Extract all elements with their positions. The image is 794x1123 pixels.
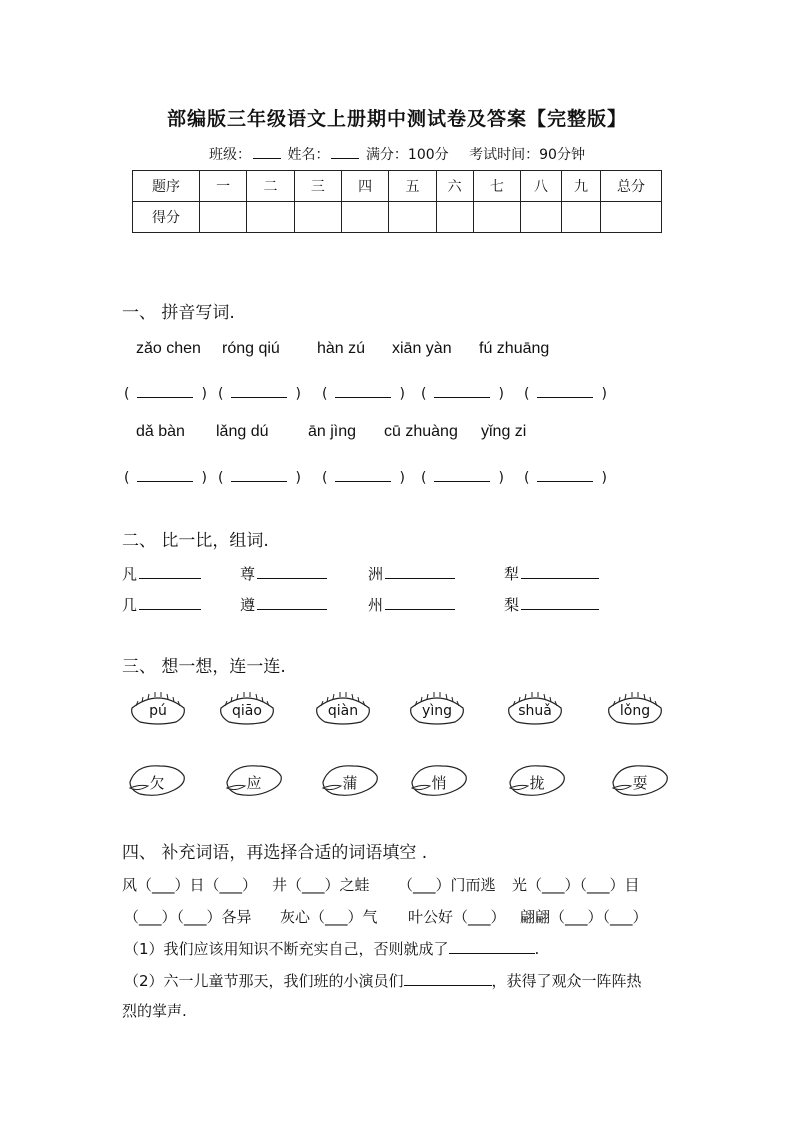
score-input-cell[interactable] bbox=[562, 202, 601, 233]
compare-char: 几 bbox=[122, 596, 138, 614]
score-input-cell[interactable] bbox=[521, 202, 562, 233]
answer-parens[interactable]: ( ) bbox=[124, 386, 207, 402]
answer-parens[interactable]: ( ) bbox=[524, 470, 607, 486]
section1-title: 一、 拼音写词. bbox=[122, 303, 235, 323]
question-2-text: （2）六一儿童节那天，我们班的小演员们 bbox=[124, 972, 404, 990]
answer-parens[interactable]: ( ) bbox=[421, 386, 504, 402]
compare-char: 洲 bbox=[368, 565, 384, 583]
compare-item[interactable] bbox=[368, 594, 455, 615]
score-cell: 题序 bbox=[133, 171, 200, 202]
score-cell: 六 bbox=[436, 171, 473, 202]
compare-char: 凡 bbox=[122, 565, 138, 583]
question-2 bbox=[124, 970, 684, 991]
leaf-shape[interactable] bbox=[319, 762, 381, 800]
score-cell: 四 bbox=[341, 171, 388, 202]
idiom-item[interactable]: 翩翩（___）（___） bbox=[520, 908, 648, 926]
leaf-char: 应 bbox=[246, 774, 262, 792]
class-blank[interactable] bbox=[253, 158, 281, 159]
compare-item[interactable] bbox=[122, 594, 201, 615]
score-input-cell[interactable] bbox=[436, 202, 473, 233]
leaf-shape[interactable] bbox=[223, 762, 285, 800]
pinyin-item: cū zhuàng bbox=[384, 423, 458, 440]
idiom-item[interactable]: 叶公好（___） bbox=[408, 908, 506, 926]
dumpling-pinyin: qiàn bbox=[327, 703, 359, 719]
idiom-item[interactable]: （___）（___）各异 bbox=[124, 908, 252, 926]
score-input-cell[interactable] bbox=[601, 202, 662, 233]
page-title: 部编版三年级语文上册期中测试卷及答案【完整版】 bbox=[166, 108, 627, 130]
dumpling-shape[interactable] bbox=[605, 690, 665, 730]
dumpling-pinyin: yìng bbox=[422, 703, 452, 719]
compare-char: 州 bbox=[368, 596, 384, 614]
leaf-shape[interactable] bbox=[609, 762, 671, 800]
leaf-shape[interactable] bbox=[506, 762, 568, 800]
pinyin-item: róng qiú bbox=[222, 340, 280, 357]
idiom-item[interactable]: 灰心（___）气 bbox=[280, 908, 378, 926]
exam-info bbox=[0, 144, 794, 164]
question-2-end: ，获得了观众一阵阵热 bbox=[491, 972, 642, 990]
answer-parens[interactable]: ( ) bbox=[421, 470, 504, 486]
dumpling-pinyin: lǒng bbox=[619, 703, 651, 719]
dumpling-pinyin: pú bbox=[149, 703, 167, 719]
question-1-blank[interactable] bbox=[449, 939, 535, 954]
score-table-header-row bbox=[133, 171, 662, 202]
idiom-item[interactable]: 风（___）日（___） bbox=[122, 876, 258, 894]
score-cell: 一 bbox=[200, 171, 247, 202]
answer-parens[interactable]: ( ) bbox=[322, 386, 405, 402]
dumpling-shape[interactable] bbox=[313, 690, 373, 730]
question-1 bbox=[124, 938, 539, 959]
compare-item[interactable] bbox=[504, 563, 599, 584]
score-input-cell[interactable] bbox=[294, 202, 341, 233]
leaf-char: 欠 bbox=[149, 774, 165, 792]
class-label: 班级： bbox=[209, 147, 252, 163]
name-label: 姓名： bbox=[287, 147, 330, 163]
score-table bbox=[132, 170, 662, 233]
question-1-text: （1）我们应该用知识不断充实自己，否则就成了 bbox=[124, 940, 449, 958]
name-blank[interactable] bbox=[331, 158, 359, 159]
section2-title: 二、 比一比，组词. bbox=[122, 531, 269, 551]
dumpling-pinyin: shuǎ bbox=[518, 703, 552, 719]
idiom-item[interactable]: 井（___）之蛙 bbox=[272, 876, 370, 894]
score-input-cell[interactable] bbox=[341, 202, 388, 233]
compare-item[interactable] bbox=[240, 563, 327, 584]
answer-parens[interactable]: ( ) bbox=[218, 386, 301, 402]
score-table-score-row bbox=[133, 202, 662, 233]
leaf-char: 蒲 bbox=[342, 774, 358, 792]
answer-parens[interactable]: ( ) bbox=[524, 386, 607, 402]
full-score: 满分：100分 bbox=[365, 147, 449, 163]
exam-time: 考试时间：90分钟 bbox=[469, 147, 585, 163]
score-cell: 二 bbox=[247, 171, 294, 202]
score-cell: 八 bbox=[521, 171, 562, 202]
leaf-char: 拢 bbox=[529, 774, 545, 792]
compare-char: 梨 bbox=[504, 596, 520, 614]
compare-item[interactable] bbox=[122, 563, 201, 584]
compare-char: 尊 bbox=[240, 565, 256, 583]
dumpling-shape[interactable] bbox=[505, 690, 565, 730]
answer-parens[interactable]: ( ) bbox=[218, 470, 301, 486]
compare-char: 遵 bbox=[240, 596, 256, 614]
question-2-continued: 烈的掌声. bbox=[122, 1002, 187, 1020]
section4-title: 四、 补充词语，再选择合适的词语填空 . bbox=[122, 843, 428, 863]
leaf-char: 耍 bbox=[632, 774, 648, 792]
pinyin-item: hàn zú bbox=[317, 340, 366, 357]
pinyin-item: xiān yàn bbox=[392, 340, 452, 357]
score-input-cell[interactable] bbox=[473, 202, 520, 233]
dumpling-shape[interactable] bbox=[128, 690, 188, 730]
question-2-blank[interactable] bbox=[404, 971, 492, 986]
score-row-label: 得分 bbox=[133, 202, 200, 233]
pinyin-item: zǎo chen bbox=[136, 340, 201, 357]
compare-char: 犁 bbox=[504, 565, 520, 583]
compare-item[interactable] bbox=[504, 594, 599, 615]
pinyin-item: ān jìng bbox=[308, 423, 357, 440]
leaf-shape[interactable] bbox=[126, 762, 188, 800]
score-input-cell[interactable] bbox=[247, 202, 294, 233]
idiom-item[interactable]: 光（___）（___）目 bbox=[512, 876, 640, 894]
question-1-end: . bbox=[534, 940, 540, 958]
dumpling-pinyin: qiāo bbox=[232, 703, 262, 719]
pinyin-item: fú zhuāng bbox=[479, 340, 550, 357]
score-cell: 总分 bbox=[601, 171, 662, 202]
answer-parens[interactable]: ( ) bbox=[124, 470, 207, 486]
pinyin-item: yǐng zi bbox=[481, 423, 527, 440]
pinyin-item: dǎ bàn bbox=[136, 423, 185, 440]
answer-parens[interactable]: ( ) bbox=[322, 470, 405, 486]
pinyin-item: lǎng dú bbox=[216, 423, 269, 440]
leaf-shape[interactable] bbox=[408, 762, 470, 800]
idiom-item[interactable]: （___）门而逃 bbox=[398, 876, 496, 894]
score-input-cell[interactable] bbox=[389, 202, 436, 233]
score-cell: 七 bbox=[473, 171, 520, 202]
compare-item[interactable] bbox=[368, 563, 455, 584]
dumpling-shape[interactable] bbox=[217, 690, 277, 730]
score-input-cell[interactable] bbox=[200, 202, 247, 233]
score-cell: 九 bbox=[562, 171, 601, 202]
leaf-char: 悄 bbox=[431, 774, 447, 792]
section3-title: 三、 想一想，连一连. bbox=[122, 657, 286, 677]
score-cell: 三 bbox=[294, 171, 341, 202]
dumpling-shape[interactable] bbox=[407, 690, 467, 730]
compare-item[interactable] bbox=[240, 594, 327, 615]
score-cell: 五 bbox=[389, 171, 436, 202]
